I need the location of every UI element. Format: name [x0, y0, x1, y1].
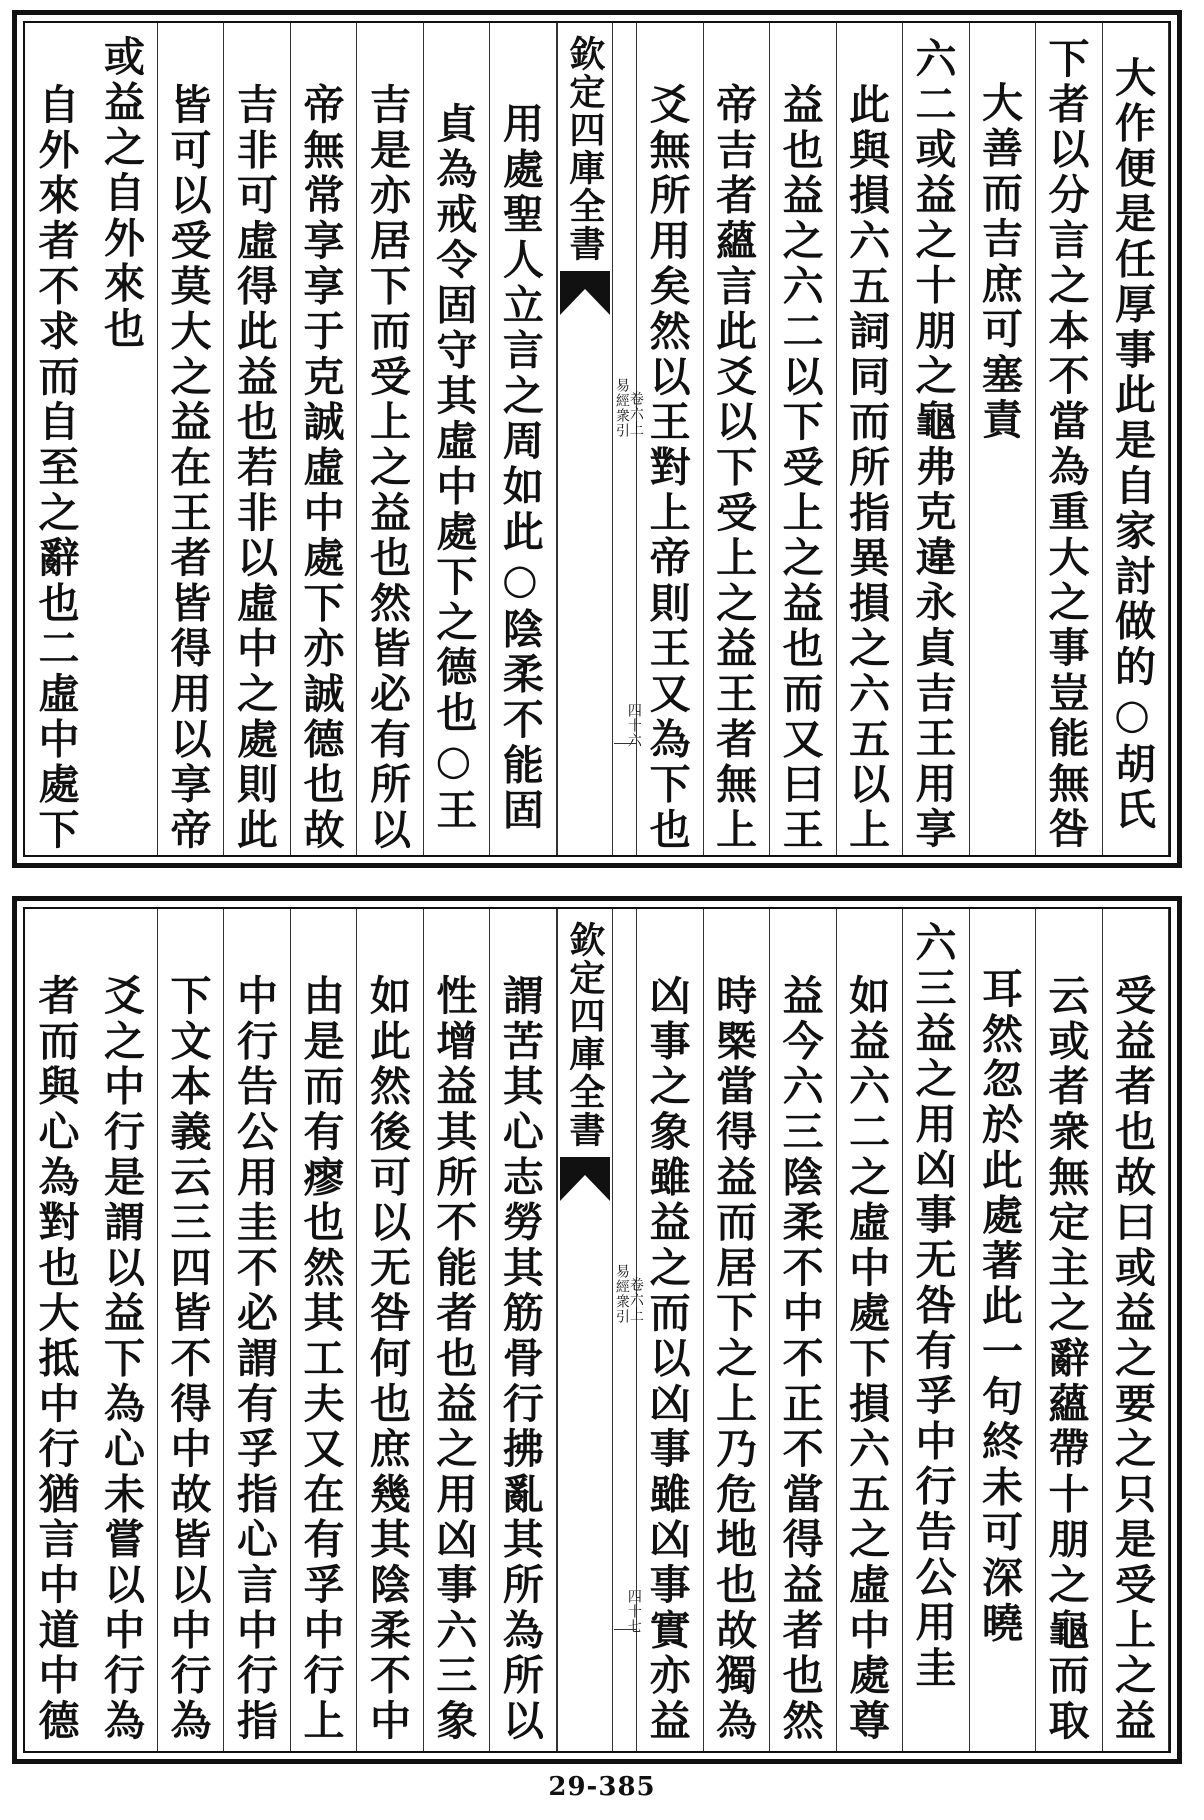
column-text: 益今六三陰柔不中不正不當得益者也然 [775, 973, 824, 1745]
fish-tail-mark-icon [560, 1157, 610, 1201]
center-fold [557, 909, 644, 1751]
column-text: 六二或益之十朋之龜弗克違永貞吉王用享 [908, 37, 957, 853]
column-text: 六三益之用凶事无咎有孚中行告公用圭 [908, 921, 957, 1692]
text-column [1036, 909, 1102, 1751]
column-text: 大善而吉庶可塞責 [975, 81, 1024, 444]
center-divider [612, 23, 613, 855]
text-column [291, 909, 357, 1751]
leaf-number: 四十六 [625, 703, 642, 748]
text-column [637, 909, 703, 1751]
column-text: 貞為戒令固守其虛中處下之德也○王 [429, 102, 478, 834]
page-top-columns [25, 23, 1169, 855]
column-text: 大作便是任厚事此是自家討做的○胡氏 [1108, 56, 1156, 834]
text-column [291, 23, 357, 855]
text-column [837, 909, 903, 1751]
text-column [158, 909, 224, 1751]
text-column [25, 23, 91, 855]
sub-title-2: 卷六上 [627, 1277, 644, 1322]
column-text: 吉非可虛得此益也若非以虛中之處則此 [229, 82, 278, 854]
column-text: 爻之中行是謂以益下為心未嘗以中行為 [97, 973, 145, 1745]
center-fold [557, 23, 644, 855]
column-text: 帝吉者蘊言此爻以下受上之益王者無上 [709, 82, 758, 854]
page-bottom [12, 896, 1182, 1764]
column-text: 性增益其所不能者也益之用凶事六三象 [429, 973, 478, 1745]
column-text: 帝無常享享于克誠虛中處下亦誠德也故 [296, 82, 345, 854]
column-text: 耳然忽於此處著此一句終未可深曉 [975, 967, 1024, 1647]
text-column [704, 909, 770, 1751]
text-column [490, 909, 556, 1751]
text-column [970, 909, 1036, 1751]
column-text: 受益者也故曰或益之要之只是受上之益 [1108, 973, 1156, 1745]
leaf-number-rule [614, 743, 636, 744]
text-column [357, 909, 423, 1751]
page-top-frame [23, 21, 1171, 857]
page-bottom-frame [23, 907, 1171, 1753]
text-column [903, 23, 969, 855]
text-column [490, 23, 556, 855]
column-text: 下者以分言之本不當為重大之事豈能無咎 [1041, 37, 1090, 853]
column-text: 吉是亦居下而受上之益也然皆必有所以 [362, 82, 411, 854]
column-text: 者而與心為對也大抵中行猶言中道中德 [31, 973, 80, 1745]
column-text: 下文本義云三四皆不得中故皆以中行為 [163, 973, 212, 1745]
column-text: 如益六二之虛中處下損六五之虛中處尊 [842, 973, 891, 1745]
text-column [1103, 23, 1169, 855]
column-text: 爻無所用矣然以王對上帝則王又為下也 [642, 82, 691, 854]
text-column [424, 909, 490, 1751]
text-column [1036, 23, 1102, 855]
leaf-number: 四十七 [625, 1589, 642, 1634]
column-text: 中行告公用圭不必謂有孚指心言中行指 [229, 973, 278, 1745]
text-column [637, 23, 703, 855]
sub-title-2: 卷六上 [627, 391, 644, 436]
text-column [92, 23, 158, 855]
text-column [837, 23, 903, 855]
text-column [770, 909, 836, 1751]
fish-tail-mark-icon [560, 271, 610, 315]
text-column [357, 23, 423, 855]
column-text: 云或者衆無定主之辭蘊帶十朋之龜而取 [1041, 973, 1090, 1745]
column-text: 自外來者不求而自至之辭也二虛中處下 [31, 82, 80, 854]
column-text: 由是而有瘳也然其工夫又在有孚中行上 [296, 973, 345, 1745]
text-column [224, 23, 290, 855]
sub-title-1: 易經衆引 [613, 378, 630, 438]
text-column [970, 23, 1036, 855]
text-column [92, 909, 158, 1751]
column-text: 或益之自外來也 [97, 35, 145, 353]
column-text: 如此然後可以无咎何也庶幾其陰柔不中 [362, 973, 411, 1745]
text-column [224, 909, 290, 1751]
column-text: 時㮣當得益而居下之上乃危地也故獨為 [709, 973, 758, 1745]
column-text: 此與損六五詞同而所指異損之六五以上 [842, 82, 891, 854]
page-top [12, 10, 1182, 868]
column-text: 用處聖人立言之周如此○陰柔不能固 [495, 102, 544, 834]
column-text: 謂苦其心志勞其筋骨行拂亂其所為所以 [495, 973, 544, 1745]
column-text: 皆可以受莫大之益在王者皆得用以享帝 [163, 82, 212, 854]
text-column [903, 909, 969, 1751]
text-column [25, 909, 91, 1751]
footer-page-number: 29-385 [548, 1772, 656, 1802]
center-divider [612, 909, 613, 1751]
text-column [1103, 909, 1169, 1751]
text-column [770, 23, 836, 855]
text-column [704, 23, 770, 855]
book-title: 欽定四庫全書 [563, 921, 606, 1149]
column-text: 益也益之六二以下受上之益也而又曰王 [775, 82, 824, 854]
column-text: 凶事之象雖益之而以凶事雖凶事實亦益 [642, 973, 691, 1745]
leaf-number-rule [614, 1629, 636, 1630]
page-bottom-columns [25, 909, 1169, 1751]
book-title: 欽定四庫全書 [563, 35, 606, 263]
sub-title-1: 易經衆引 [613, 1264, 630, 1324]
text-column [424, 23, 490, 855]
text-column [158, 23, 224, 855]
